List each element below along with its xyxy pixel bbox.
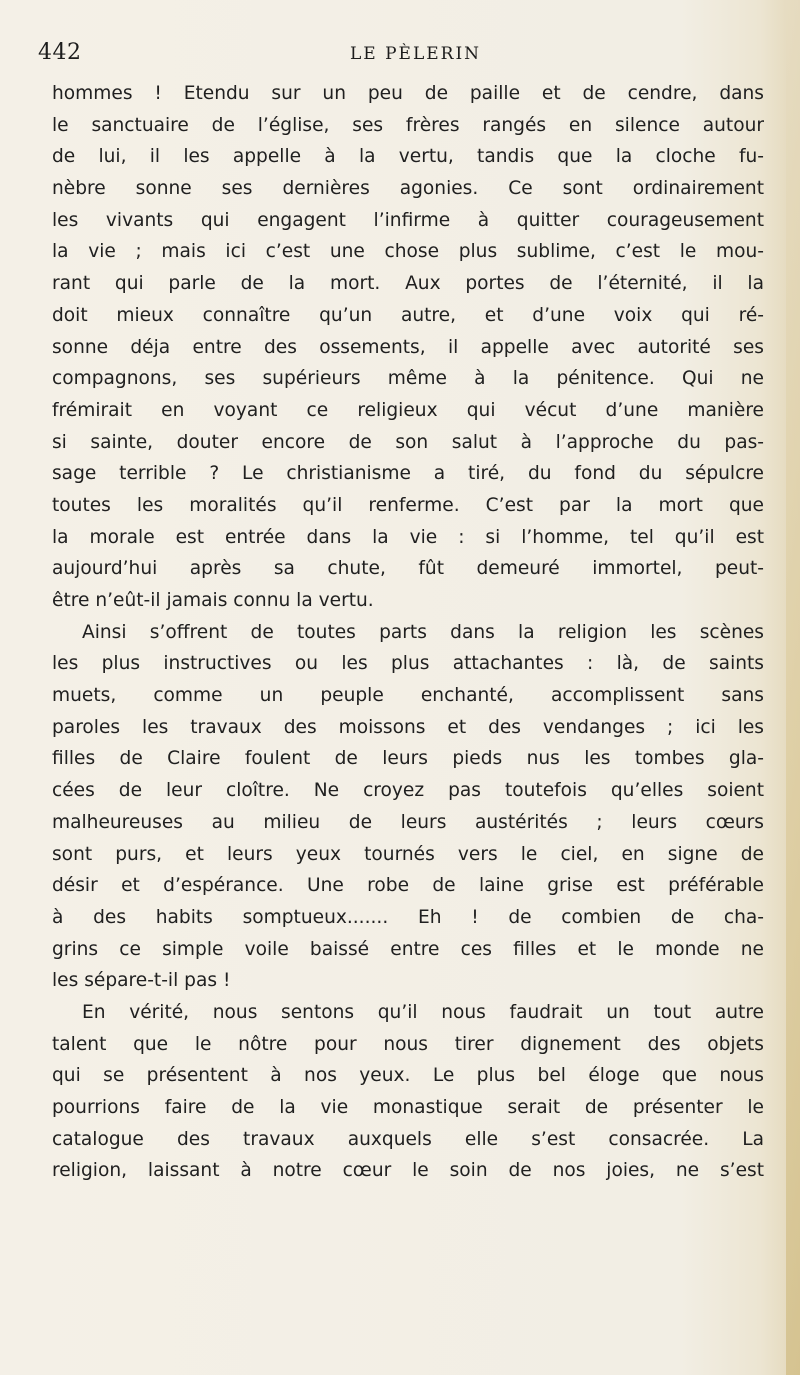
text-line: talent que le nôtre pour nous tirer dignement des objets (52, 1033, 764, 1055)
page-number: 442 (38, 40, 82, 65)
body-text (52, 78, 764, 1187)
text-line: à des habits somptueux....... Eh ! de combien de cha- (52, 906, 764, 928)
text-line: nèbre sonne ses dernières agonies. Ce sont ordinairement (52, 178, 764, 200)
text-line: pourrions faire de la vie monastique serait de présenter le (52, 1097, 764, 1118)
text-line: religion, laissant à notre cœur le soin de nos joies, ne s’est (52, 1160, 764, 1182)
text-line: sonne déja entre des ossements, il appelle avec autorité ses (52, 336, 764, 358)
text-line: désir et d’espérance. Une robe de laine grise est préférable (52, 875, 764, 897)
text-line: rant qui parle de la mort. Aux portes de l’éternité, il la (52, 273, 764, 295)
text-line: doit mieux connaître qu’un autre, et d’une voix qui ré- (52, 304, 764, 326)
text-line: En vérité, nous sentons qu’il nous faudrait un tout autre (82, 1001, 764, 1023)
running-title: LE PÈLERIN (350, 44, 482, 64)
text-line: aujourd’hui après sa chute, fût demeuré immortel, peut- (52, 558, 764, 580)
text-line: la vie ; mais ici c’est une chose plus sublime, c’est le mou- (52, 241, 764, 263)
text-line: frémirait en voyant ce religieux qui vécut d’une manière (52, 399, 764, 421)
text-line: Ainsi s’offrent de toutes parts dans la religion les scènes (82, 621, 764, 643)
text-line: hommes ! Etendu sur un peu de paille et de cendre, dans (52, 83, 764, 104)
text-line: filles de Claire foulent de leurs pieds nus les tombes gla- (52, 748, 764, 770)
text-line: si sainte, douter encore de son salut à l’approche du pas- (52, 431, 764, 453)
text-line: qui se présentent à nos yeux. Le plus bel éloge que nous (52, 1065, 764, 1087)
text-line: sage terrible ? Le christianisme a tiré, du fond du sépulcre (52, 463, 764, 485)
text-line: cées de leur cloître. Ne croyez pas toutefois qu’elles soient (52, 780, 764, 802)
text-line: sont purs, et leurs yeux tournés vers le ciel, en signe de (52, 843, 764, 865)
text-line: les sépare-t-il pas ! (52, 970, 231, 992)
page-edge-stain (786, 0, 800, 1375)
text-line: de lui, il les appelle à la vertu, tandis que la cloche fu- (52, 146, 764, 168)
text-line: grins ce simple voile baissé entre ces filles et le monde ne (52, 938, 764, 960)
text-line: la morale est entrée dans la vie : si l’homme, tel qu’il est (52, 526, 764, 548)
page-header (0, 40, 800, 70)
text-line: compagnons, ses supérieurs même à la pénitence. Qui ne (52, 368, 764, 390)
text-line: paroles les travaux des moissons et des vendanges ; ici les (52, 716, 764, 738)
text-line: le sanctuaire de l’église, ses frères rangés en silence autour (52, 114, 764, 136)
text-line: toutes les moralités qu’il renferme. C’est par la mort que (52, 494, 764, 516)
text-line: malheureuses au milieu de leurs austérités ; leurs cœurs (52, 811, 764, 833)
text-line: muets, comme un peuple enchanté, accomplissent sans (52, 685, 764, 707)
text-line: les vivants qui engagent l’infirme à quitter courageusement (52, 209, 764, 231)
text-line: catalogue des travaux auxquels elle s’est consacrée. La (52, 1128, 764, 1150)
text-line: être n’eût-il jamais connu la vertu. (52, 590, 374, 611)
text-line: les plus instructives ou les plus attachantes : là, de saints (52, 653, 764, 675)
